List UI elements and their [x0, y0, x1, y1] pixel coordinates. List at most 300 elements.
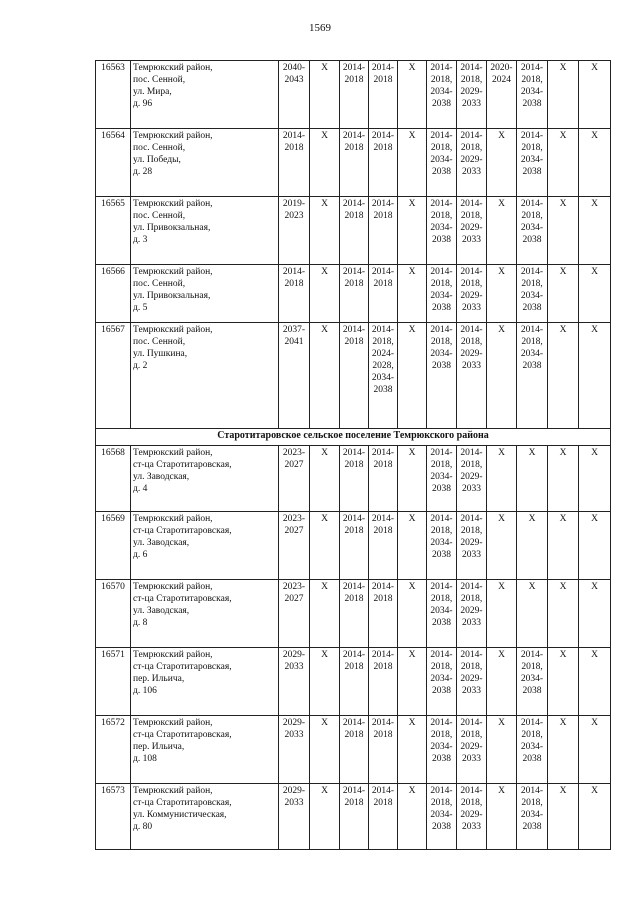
period-cell [340, 197, 369, 265]
period-value: 2014- [371, 718, 395, 728]
table-row [96, 61, 611, 129]
period-value: 2018 [344, 75, 364, 85]
period-value: 2018, [460, 337, 483, 347]
row-number: 16567 [96, 323, 131, 429]
period-value: 2014- [520, 131, 544, 141]
period-cell [279, 197, 310, 265]
period-value: 2033 [462, 235, 481, 245]
address-cell [131, 323, 279, 429]
period-cell [457, 323, 487, 429]
period-value: 2014- [371, 131, 395, 141]
period-value: 2014- [371, 448, 395, 458]
period-value: 2014- [430, 325, 453, 335]
period-value: X [559, 267, 567, 277]
period-cell [340, 784, 369, 850]
period-value: 2018, [521, 143, 543, 153]
period-value: 2014- [430, 267, 453, 277]
period-value: X [321, 267, 328, 277]
period-cell [310, 512, 340, 580]
period-value: X [408, 650, 416, 660]
period-cell [548, 265, 579, 323]
register-table [95, 60, 611, 850]
period-cell [279, 784, 310, 850]
address-cell [131, 580, 279, 648]
period-cell [517, 716, 548, 784]
period-value: 2018 [373, 662, 393, 672]
period-value: 2014- [430, 448, 453, 458]
period-value: X [498, 325, 505, 335]
period-value: 2014- [342, 448, 366, 458]
period-value: 2014- [342, 325, 366, 335]
table-row [96, 197, 611, 265]
period-value: 2018, [521, 337, 543, 347]
register-table-body [96, 61, 611, 850]
period-cell [398, 512, 427, 580]
period-value: X [321, 63, 328, 73]
address-cell [131, 446, 279, 512]
period-value: 2029- [460, 87, 483, 97]
address-line: ул. Заводская, [133, 606, 190, 616]
period-value: 2018 [284, 143, 304, 153]
address-cell [131, 648, 279, 716]
row-number: 16563 [96, 61, 131, 129]
period-value: 2029- [282, 786, 306, 796]
period-cell [279, 716, 310, 784]
address-line: пос. Сенной, [133, 279, 186, 289]
period-cell [517, 580, 548, 648]
period-value: 2034- [371, 373, 395, 383]
address-line: пер. Ильича, [133, 742, 185, 752]
period-cell [517, 512, 548, 580]
address-line: д. 4 [133, 484, 148, 494]
period-value: X [591, 131, 598, 141]
period-cell [457, 580, 487, 648]
period-value: X [408, 514, 416, 524]
period-value: 2018 [373, 75, 393, 85]
period-value: 2014- [460, 718, 483, 728]
period-value: 2038 [432, 235, 451, 245]
period-cell [398, 197, 427, 265]
period-cell [279, 580, 310, 648]
period-value: 2014- [342, 582, 366, 592]
period-value: 2018 [344, 143, 364, 153]
period-cell [579, 784, 611, 850]
period-value: 2033 [284, 730, 304, 740]
period-value: X [498, 131, 505, 141]
period-value: X [559, 199, 567, 209]
period-value: X [528, 448, 536, 458]
period-value: 2018, [430, 75, 453, 85]
table-row [96, 580, 611, 648]
period-value: X [321, 786, 328, 796]
period-cell [457, 446, 487, 512]
period-value: X [408, 582, 416, 592]
address-cell [131, 512, 279, 580]
period-value: X [559, 325, 567, 335]
period-value: X [408, 718, 416, 728]
period-value: 2018, [372, 337, 394, 347]
address-line: д. 80 [133, 822, 153, 832]
period-value: X [498, 267, 505, 277]
period-cell [457, 61, 487, 129]
period-value: 2034- [430, 349, 453, 359]
period-cell [398, 580, 427, 648]
period-value: 2038 [432, 618, 451, 628]
period-cell [487, 61, 517, 129]
period-value: X [321, 718, 328, 728]
period-value: X [321, 448, 328, 458]
period-value: 2018, [521, 730, 543, 740]
period-cell [398, 784, 427, 850]
table-row [96, 323, 611, 429]
address-line: д. 5 [133, 303, 148, 313]
period-value: X [528, 582, 536, 592]
period-value: 2029- [282, 718, 306, 728]
period-value: 2033 [462, 822, 481, 832]
period-value: 2038 [522, 686, 542, 696]
period-cell [579, 197, 611, 265]
period-value: 2014- [430, 131, 453, 141]
period-value: 2018, [460, 798, 483, 808]
address-cell [131, 129, 279, 197]
period-value: 2033 [462, 618, 481, 628]
period-value: 2018, [430, 526, 453, 536]
period-cell [579, 61, 611, 129]
period-value: 2018 [344, 594, 364, 604]
period-cell [310, 265, 340, 323]
period-value: 2014- [520, 786, 544, 796]
period-value: 2014- [282, 267, 306, 277]
period-value: 2014- [460, 267, 483, 277]
period-value: X [559, 650, 567, 660]
period-cell [517, 265, 548, 323]
period-value: 2034- [430, 223, 453, 233]
period-value: 2018 [344, 662, 364, 672]
period-value: 2038 [432, 550, 451, 560]
row-number: 16568 [96, 446, 131, 512]
period-value: 2018, [521, 211, 543, 221]
period-value: 2018, [521, 798, 543, 808]
period-value: 2023- [282, 448, 306, 458]
section-title: Старотитаровское сельское поселение Темрюкского района [96, 429, 611, 446]
period-value: X [591, 267, 598, 277]
period-value: 2034- [430, 742, 453, 752]
period-cell [427, 784, 457, 850]
period-value: 2014- [520, 199, 544, 209]
period-cell [369, 323, 398, 429]
period-cell [279, 323, 310, 429]
period-value: 2034- [520, 291, 544, 301]
period-value: 2029- [460, 472, 483, 482]
period-value: X [559, 786, 567, 796]
period-value: 2018 [344, 211, 364, 221]
address-line: д. 106 [133, 686, 157, 696]
period-cell [487, 580, 517, 648]
period-cell [517, 129, 548, 197]
period-cell [279, 512, 310, 580]
period-cell [340, 580, 369, 648]
period-value: 2018, [430, 211, 453, 221]
period-value: 2038 [522, 99, 542, 109]
period-value: 2034- [520, 742, 544, 752]
address-line: ст-ца Старотитаровская, [133, 798, 232, 808]
period-cell [487, 197, 517, 265]
period-value: X [321, 131, 328, 141]
period-value: 2019- [282, 199, 306, 209]
period-value: 2029- [460, 155, 483, 165]
period-value: 2018 [373, 211, 393, 221]
period-cell [340, 61, 369, 129]
period-cell [398, 648, 427, 716]
table-row [96, 648, 611, 716]
address-line: д. 96 [133, 99, 153, 109]
period-value: X [591, 448, 598, 458]
period-value: 2018 [373, 594, 393, 604]
period-value: 2018 [284, 279, 304, 289]
period-value: X [321, 582, 328, 592]
address-line: пер. Ильича, [133, 674, 185, 684]
period-value: 2029- [282, 650, 306, 660]
period-cell [517, 197, 548, 265]
address-cell [131, 197, 279, 265]
period-cell [487, 129, 517, 197]
period-value: 2033 [284, 662, 304, 672]
period-value: 2029- [460, 674, 483, 684]
period-cell [427, 323, 457, 429]
section-header-row [96, 429, 611, 446]
period-cell [457, 129, 487, 197]
period-value: 2018, [460, 460, 483, 470]
period-value: 2033 [284, 798, 304, 808]
period-value: 2038 [432, 754, 451, 764]
address-line: Темрюкский район, [133, 718, 213, 728]
period-value: X [498, 718, 505, 728]
period-value: 2014- [460, 448, 483, 458]
period-value: 2023- [282, 514, 306, 524]
period-value: 2038 [522, 754, 542, 764]
address-line: ст-ца Старотитаровская, [133, 526, 232, 536]
address-line: ст-ца Старотитаровская, [133, 662, 232, 672]
period-value: 2014- [371, 514, 395, 524]
period-value: 2034- [520, 223, 544, 233]
period-value: 2014- [460, 786, 483, 796]
period-value: X [408, 131, 416, 141]
period-value: 2014- [430, 718, 453, 728]
period-value: 2018 [344, 279, 364, 289]
period-value: 2033 [462, 550, 481, 560]
period-cell [487, 784, 517, 850]
period-value: 2018, [521, 75, 543, 85]
period-cell [548, 580, 579, 648]
address-line: ст-ца Старотитаровская, [133, 730, 232, 740]
period-value: 2014- [371, 650, 395, 660]
period-value: X [591, 786, 598, 796]
period-cell [427, 580, 457, 648]
period-value: X [498, 582, 505, 592]
period-value: 2018 [344, 798, 364, 808]
period-value: 2014- [460, 325, 483, 335]
period-value: 2018, [460, 279, 483, 289]
period-value: 2018, [521, 662, 543, 672]
period-cell [579, 580, 611, 648]
row-number: 16571 [96, 648, 131, 716]
period-value: X [321, 325, 328, 335]
period-value: X [559, 514, 567, 524]
address-line: пос. Сенной, [133, 143, 186, 153]
period-value: 2014- [371, 267, 395, 277]
row-number: 16565 [96, 197, 131, 265]
address-cell [131, 61, 279, 129]
period-value: 2018, [430, 460, 453, 470]
address-line: ул. Привокзальная, [133, 223, 211, 233]
address-line: ул. Пушкина, [133, 349, 188, 359]
period-value: 2014- [342, 199, 366, 209]
period-value: 2018, [460, 526, 483, 536]
period-value: 2014- [342, 786, 366, 796]
period-value: 2038 [522, 822, 542, 832]
period-cell [487, 648, 517, 716]
period-value: X [498, 650, 505, 660]
period-value: 2018 [344, 526, 364, 536]
period-cell [548, 648, 579, 716]
period-value: 2029- [460, 349, 483, 359]
period-value: 2033 [462, 99, 481, 109]
period-value: X [591, 325, 598, 335]
period-value: 2034- [520, 810, 544, 820]
period-value: X [559, 63, 567, 73]
period-value: 2034- [520, 349, 544, 359]
period-value: 2029- [460, 810, 483, 820]
period-value: X [559, 582, 567, 592]
period-value: 2018, [460, 594, 483, 604]
period-cell [579, 323, 611, 429]
row-number: 16569 [96, 512, 131, 580]
period-cell [548, 129, 579, 197]
period-value: 2018 [373, 279, 393, 289]
period-cell [427, 61, 457, 129]
period-value: X [498, 448, 505, 458]
period-value: 2014- [520, 325, 544, 335]
address-line: пос. Сенной, [133, 211, 186, 221]
period-value: 2029- [460, 606, 483, 616]
row-number: 16564 [96, 129, 131, 197]
period-value: 2018, [430, 337, 453, 347]
period-cell [369, 197, 398, 265]
address-line: Темрюкский район, [133, 448, 213, 458]
period-value: X [591, 582, 598, 592]
period-value: 2038 [432, 167, 451, 177]
period-cell [579, 446, 611, 512]
period-value: 2018 [373, 526, 393, 536]
period-value: 2038 [432, 303, 451, 313]
period-value: 2018, [460, 75, 483, 85]
period-cell [369, 580, 398, 648]
address-line: Темрюкский район, [133, 199, 213, 209]
period-cell [279, 61, 310, 129]
period-value: 2014- [371, 325, 395, 335]
period-value: 2033 [462, 361, 481, 371]
period-value: 2014- [460, 582, 483, 592]
address-line: Темрюкский район, [133, 582, 213, 592]
period-value: 2038 [432, 822, 451, 832]
period-cell [340, 716, 369, 784]
period-cell [457, 512, 487, 580]
period-cell [310, 784, 340, 850]
period-value: 2034- [430, 538, 453, 548]
period-cell [310, 61, 340, 129]
period-value: X [591, 63, 598, 73]
period-value: X [408, 786, 416, 796]
address-line: ул. Победы, [133, 155, 181, 165]
period-value: 2038 [373, 385, 393, 395]
period-cell [340, 323, 369, 429]
period-cell [487, 512, 517, 580]
address-line: Темрюкский район, [133, 514, 213, 524]
period-value: X [559, 718, 567, 728]
period-value: 2014- [460, 131, 483, 141]
address-cell [131, 265, 279, 323]
period-value: 2014- [430, 650, 453, 660]
period-cell [517, 784, 548, 850]
period-value: 2027 [284, 460, 304, 470]
period-cell [398, 446, 427, 512]
period-cell [340, 265, 369, 323]
period-value: 2014- [520, 63, 544, 73]
period-value: 2014- [282, 131, 306, 141]
period-value: 2038 [522, 235, 542, 245]
period-cell [279, 129, 310, 197]
period-value: 2033 [462, 686, 481, 696]
period-value: 2014- [460, 63, 483, 73]
period-value: 2014- [430, 199, 453, 209]
period-cell [517, 648, 548, 716]
period-value: 2041 [284, 337, 304, 347]
period-cell [457, 265, 487, 323]
period-cell [427, 716, 457, 784]
period-cell [517, 446, 548, 512]
period-cell [369, 446, 398, 512]
period-value: 2014- [342, 63, 366, 73]
period-cell [487, 446, 517, 512]
period-value: 2034- [520, 674, 544, 684]
table-row [96, 129, 611, 197]
period-value: 2014- [460, 514, 483, 524]
period-value: X [498, 514, 505, 524]
period-value: 2018, [460, 211, 483, 221]
period-value: X [321, 199, 328, 209]
period-value: X [498, 786, 505, 796]
table-row [96, 784, 611, 850]
period-cell [548, 784, 579, 850]
period-value: 2028, [372, 361, 394, 371]
period-value: X [321, 650, 328, 660]
period-value: 2029- [460, 742, 483, 752]
period-value: 2034- [520, 87, 544, 97]
period-cell [369, 648, 398, 716]
period-value: 2033 [462, 484, 481, 494]
period-cell [457, 197, 487, 265]
table-row [96, 265, 611, 323]
period-value: X [591, 514, 598, 524]
period-cell [427, 446, 457, 512]
period-value: 2029- [460, 291, 483, 301]
period-cell [579, 129, 611, 197]
row-number: 16572 [96, 716, 131, 784]
period-value: 2034- [430, 155, 453, 165]
address-line: пос. Сенной, [133, 75, 186, 85]
period-value: 2033 [462, 303, 481, 313]
period-value: 2034- [430, 291, 453, 301]
